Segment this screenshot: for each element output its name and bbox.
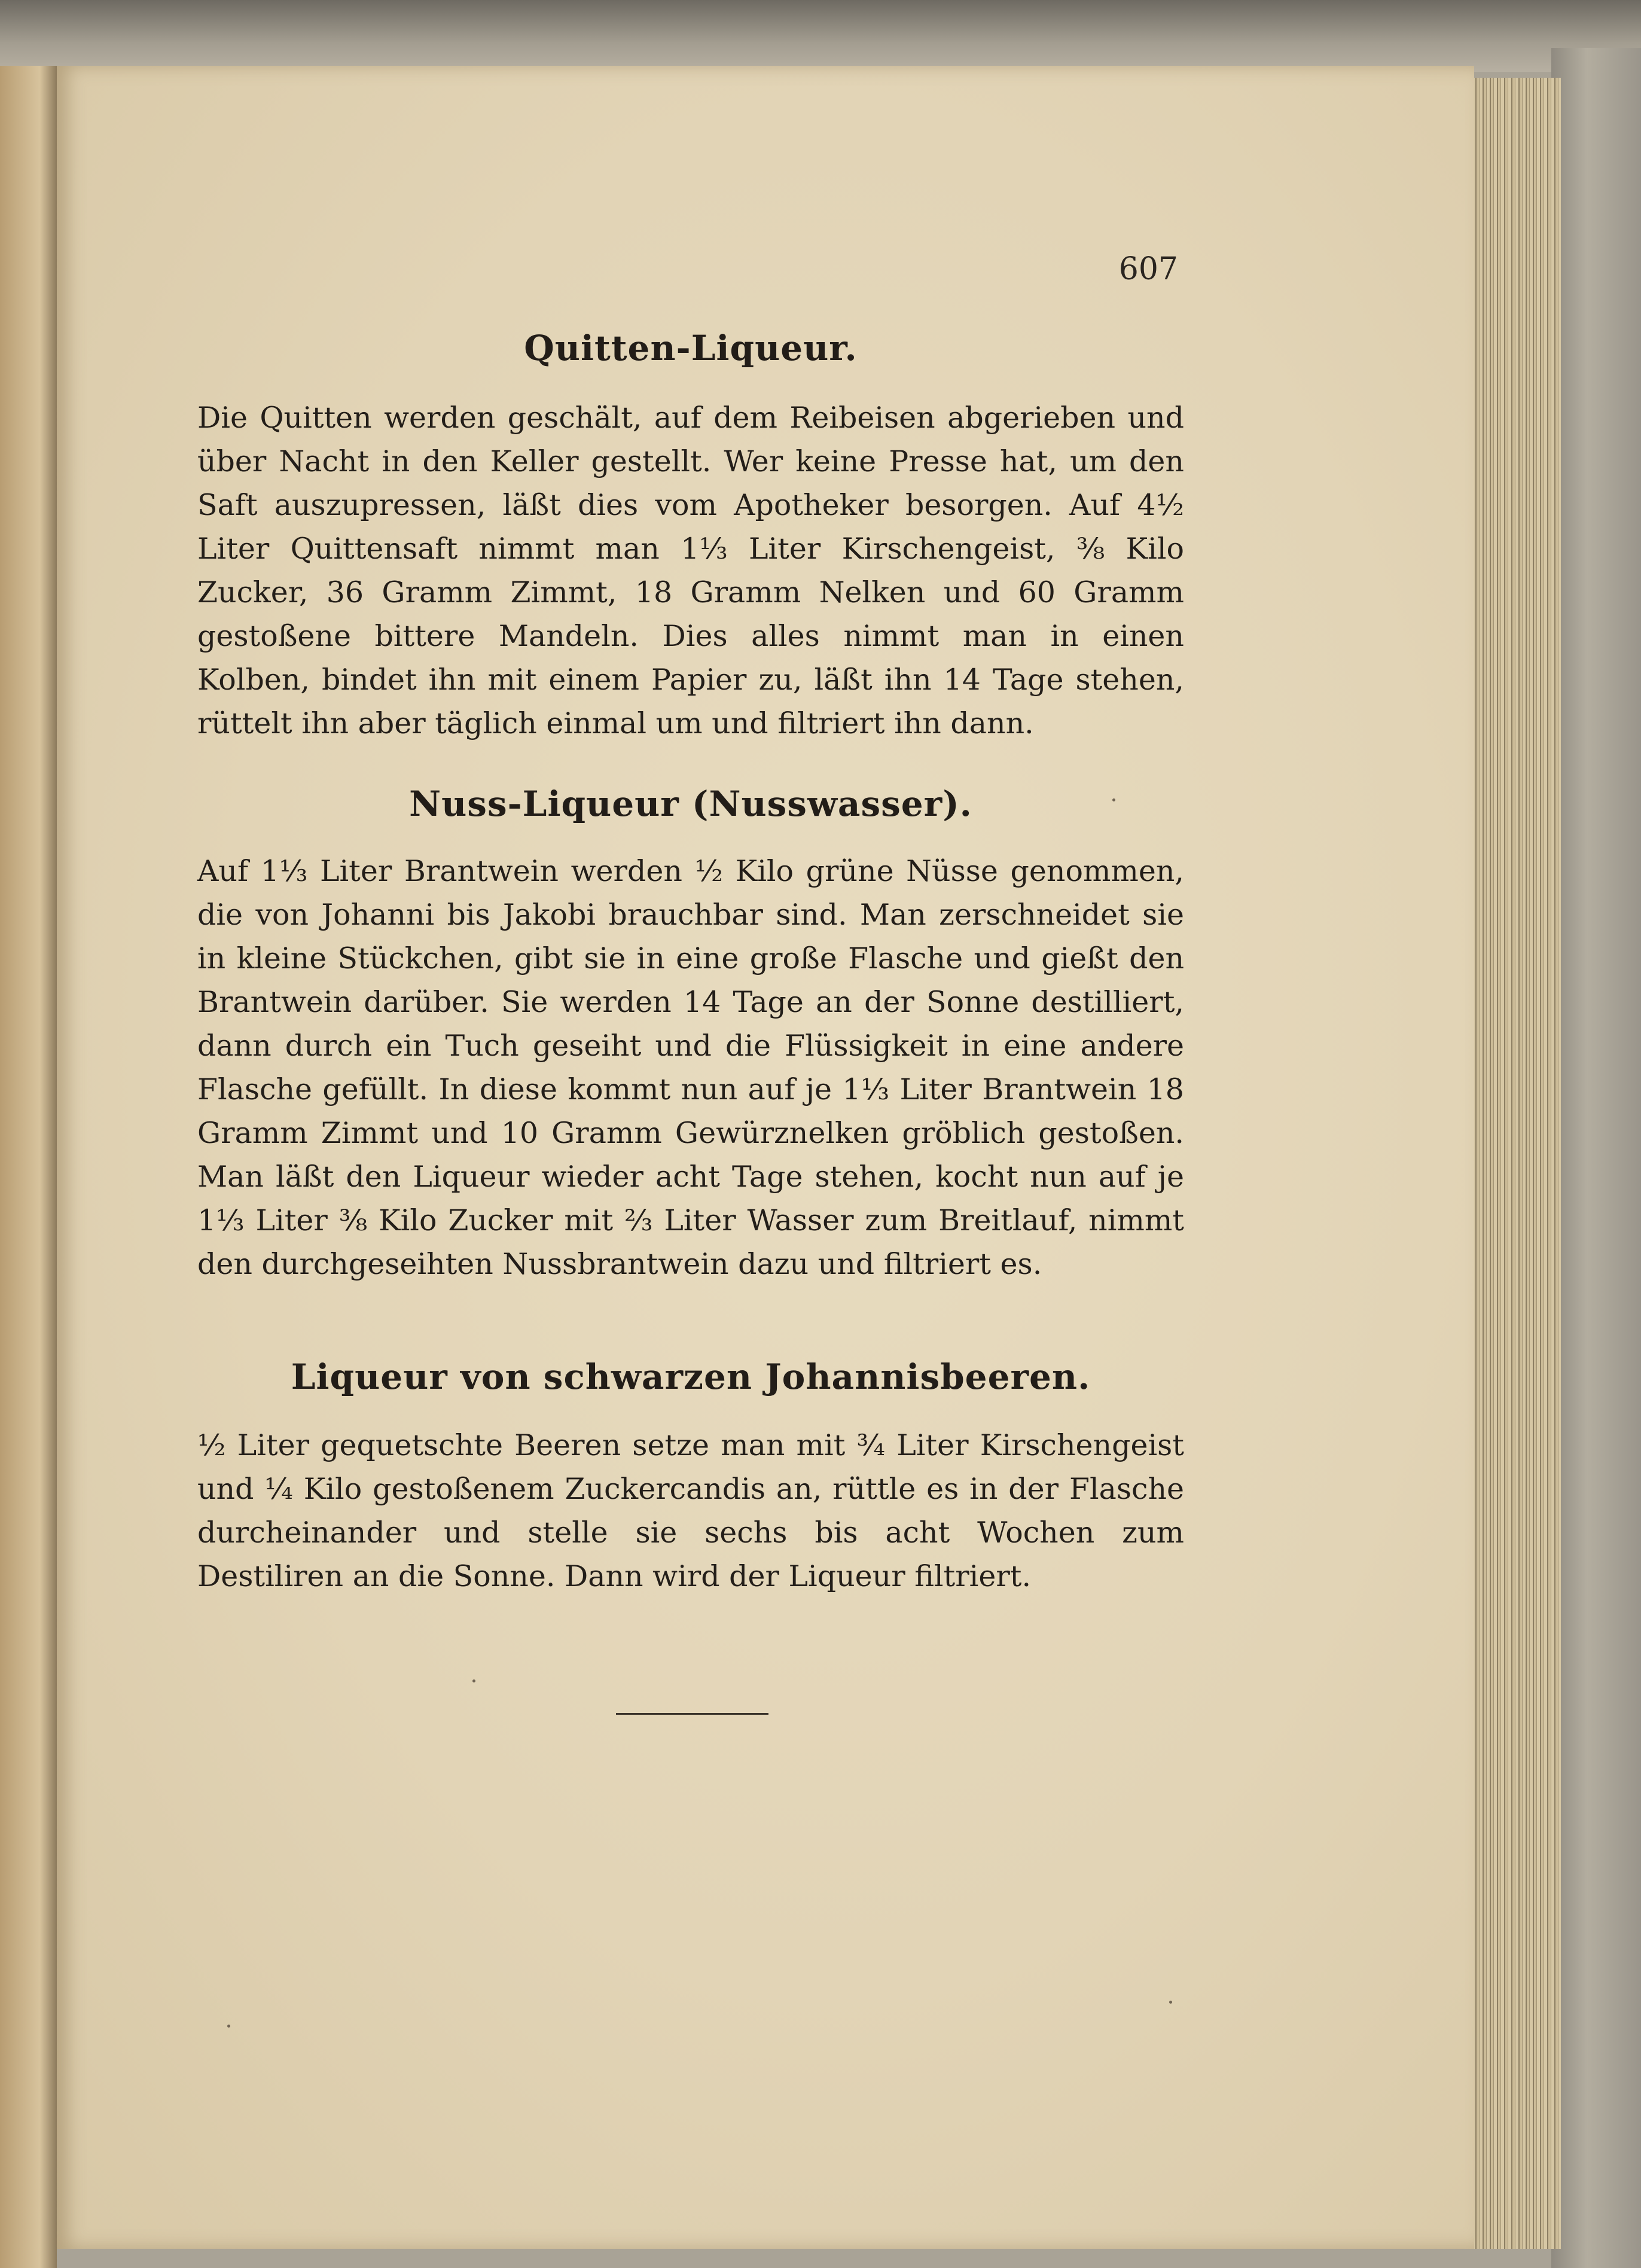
- section-heading-nuss: Nuss-Liqueur (Nusswasser).: [409, 784, 972, 824]
- section-heading-quitten: Quitten-Liqueur.: [524, 328, 858, 368]
- paper-speck: [1169, 2001, 1172, 2004]
- section-paragraph-johannisbeeren: ½ Liter gequetschte Beeren setze man mit ¾ Liter Kirschengeist und ¼ Kilo gestoßenem Zuckercandis an, rüttle es in der Flasche durcheinander und stelle sie sechs bis acht Wochen zum Destiliren an die Sonne. Dann wird der Liqueur filtriert.: [197, 1428, 1184, 1593]
- closing-rule: [616, 1713, 768, 1715]
- page-stack-edges: [1465, 78, 1561, 2249]
- section-heading-johannisbeeren: Liqueur von schwarzen Johannisbeeren.: [291, 1356, 1091, 1397]
- binding-top-edge: [0, 0, 1641, 72]
- left-page-edge: [0, 66, 57, 2268]
- binding-right-edge: [1551, 48, 1641, 2268]
- page-number: 607: [1118, 251, 1178, 287]
- section-paragraph-nuss: Auf 1⅓ Liter Brantwein werden ½ Kilo grüne Nüsse genommen, die von Johanni bis Jakobi brauchbar sind. Man zerschneidet sie in kleine Stückchen, gibt sie in eine große Flasche und gießt den Brantwein darüber. Sie werden 14 Tage an der Sonne destilliert, dann durch ein Tuch geseiht und die Flüssigkeit in eine andere Flasche gefüllt. In diese kommt nun auf je 1⅓ Liter Brantwein 18 Gramm Zimmt und 10 Gramm Gewürznelken gröblich gestoßen. Man läßt den Liqueur wieder acht Tage stehen, kocht nun auf je 1⅓ Liter ⅜ Kilo Zucker mit ⅔ Liter Wasser zum Breitlauf, nimmt den durchgeseihten Nussbrantwein dazu und filtriert es.: [197, 854, 1184, 1281]
- paper-speck: [472, 1679, 475, 1682]
- paper-speck: [227, 2025, 230, 2028]
- paper-speck: [1112, 798, 1115, 801]
- section-paragraph-quitten: Die Quitten werden geschält, auf dem Reibeisen abgerieben und über Nacht in den Keller gestellt. Wer keine Presse hat, um den Saft auszupressen, läßt dies vom Apotheker besorgen. Auf 4½ Liter Quittensaft nimmt man 1⅓ Liter Kirschengeist, ⅜ Kilo Zucker, 36 Gramm Zimmt, 18 Gramm Nelken und 60 Gramm gestoßene bittere Mandeln. Dies alles nimmt man in einen Kolben, bindet ihn mit einem Papier zu, läßt ihn 14 Tage stehen, rüttelt ihn aber täglich einmal um und filtriert ihn dann.: [197, 401, 1184, 740]
